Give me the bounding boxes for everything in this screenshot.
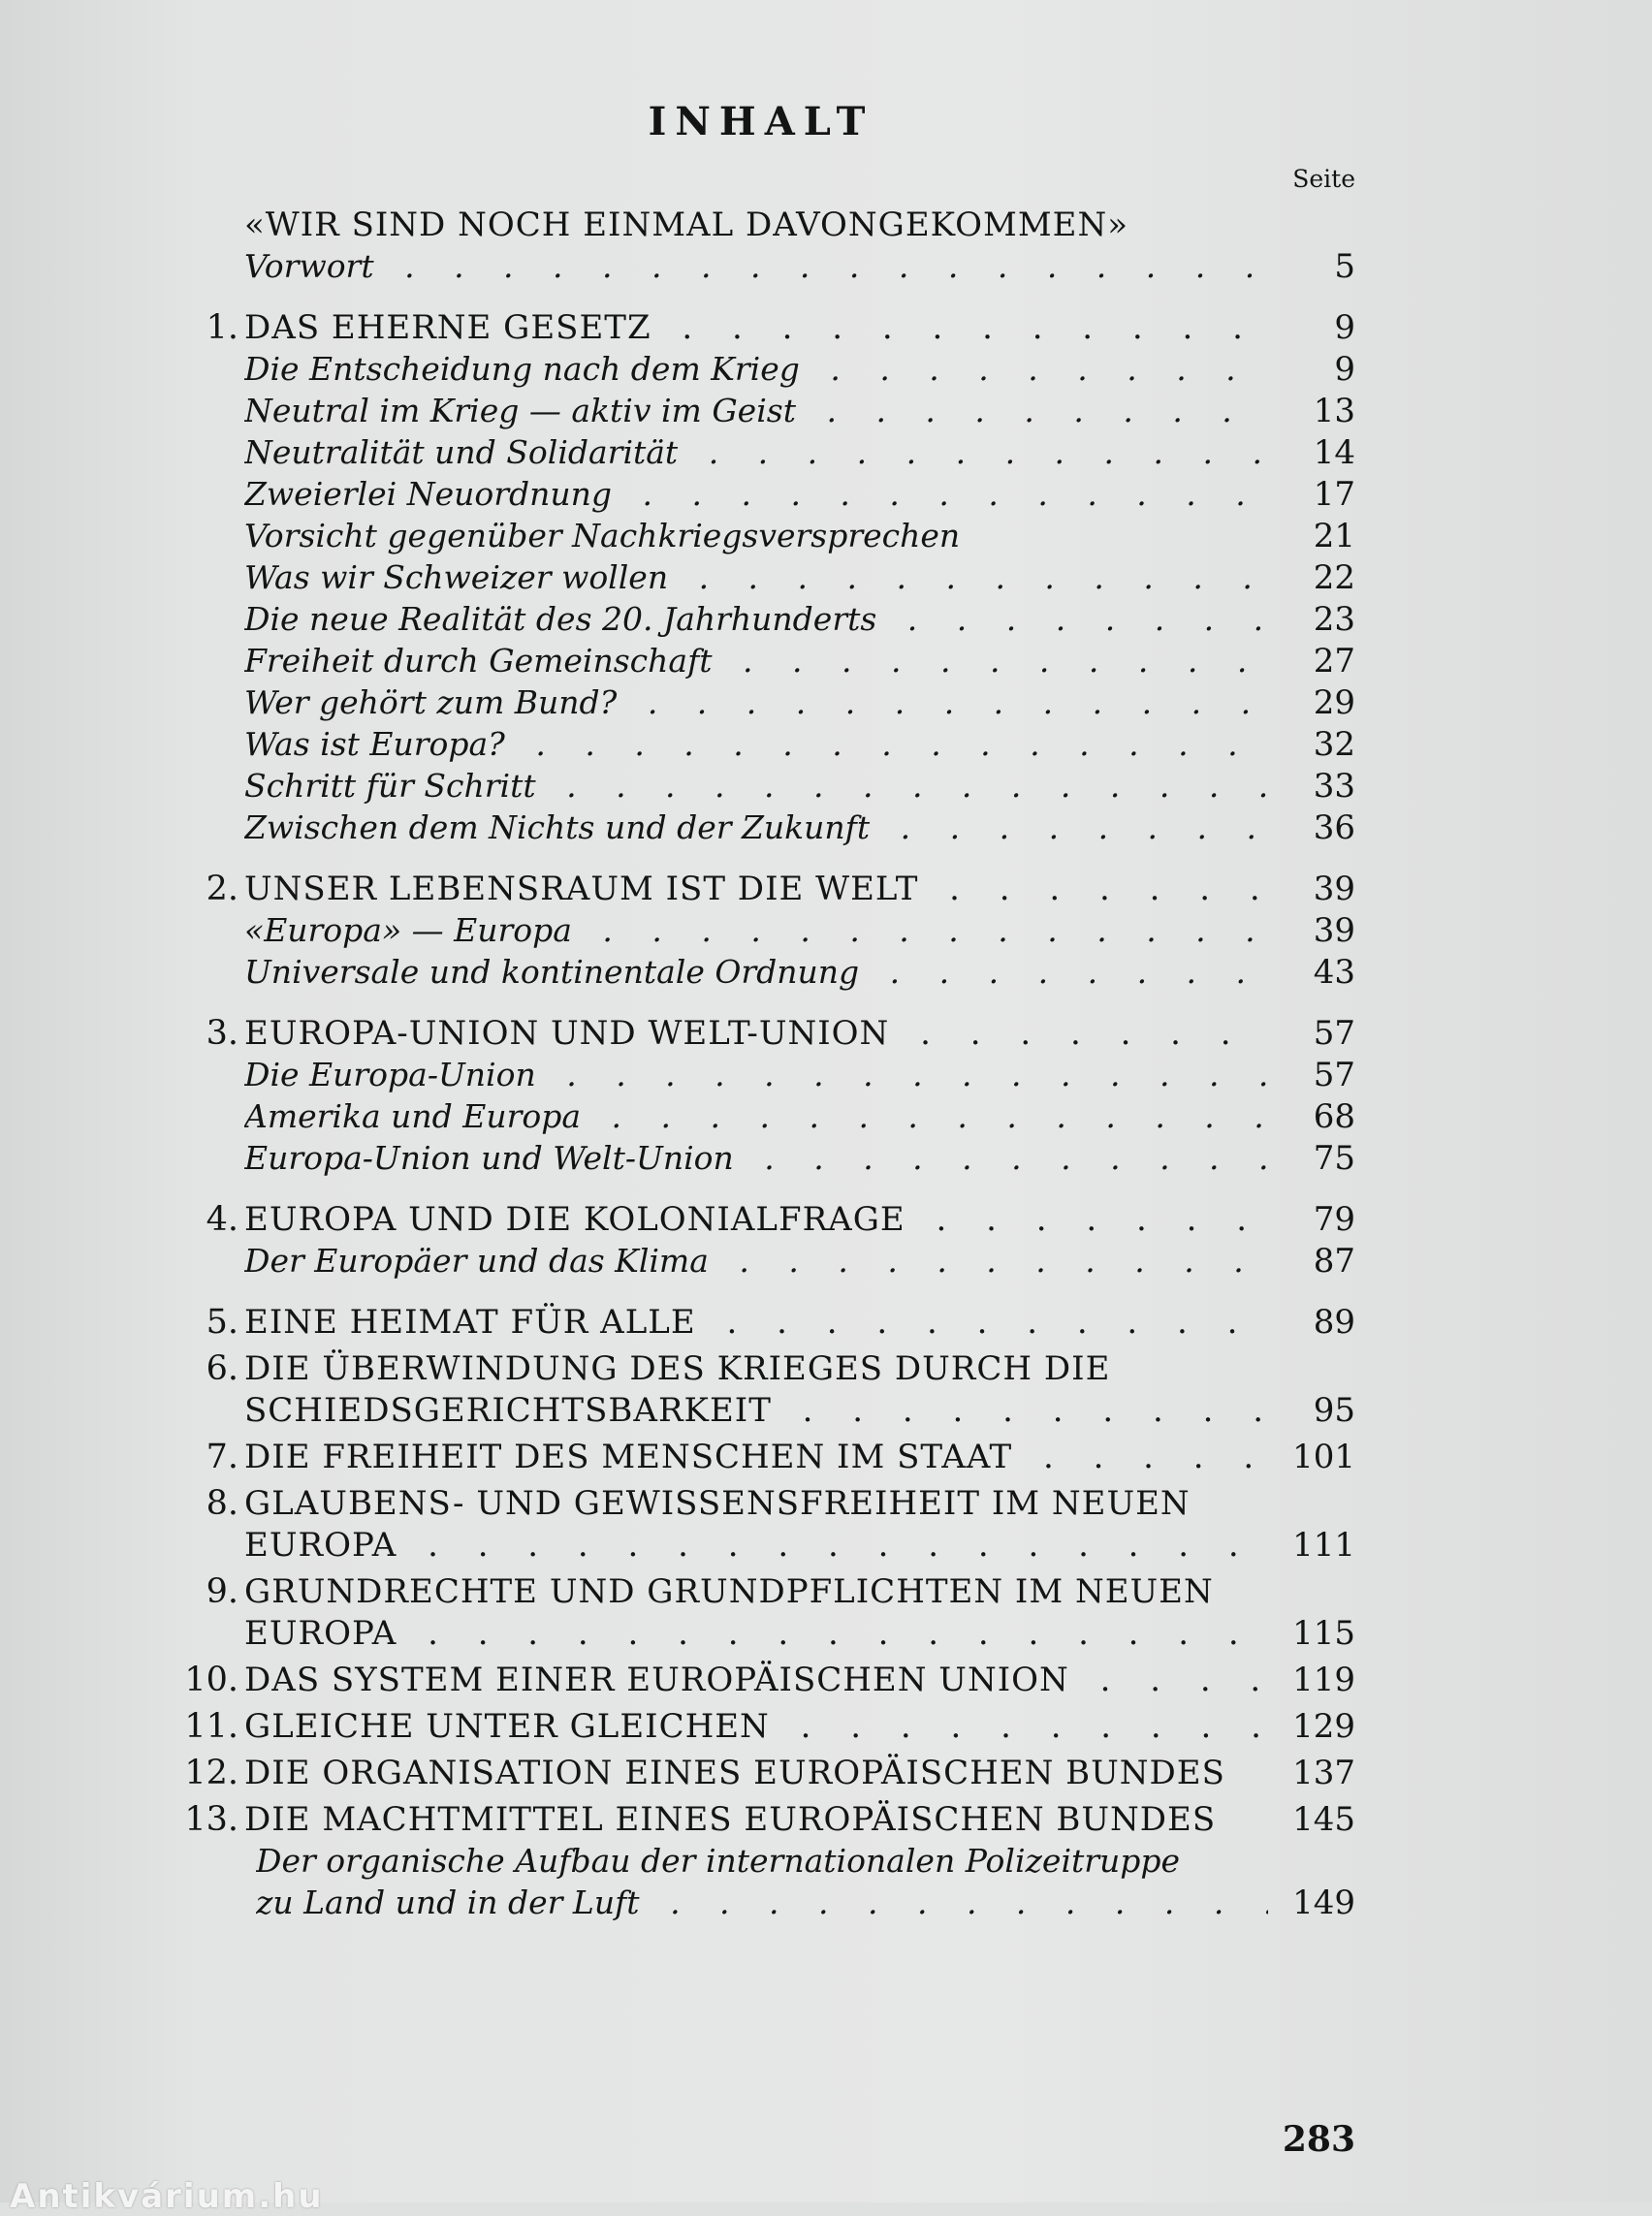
toc-entry-title: «Europa» — Europa — [244, 911, 572, 949]
toc-entry-title: SCHIEDSGERICHTSBARKEIT — [244, 1391, 772, 1430]
toc-entry-title: Was ist Europa? — [244, 725, 505, 763]
toc-chapter-number: 4. — [206, 1200, 238, 1239]
toc-chapter-line — [171, 1754, 1355, 1795]
toc-section-line — [171, 392, 1355, 433]
toc-chapter-number: 1. — [206, 308, 238, 347]
page-title: INHALT — [648, 99, 874, 144]
toc-chapter-line — [171, 1800, 1355, 1842]
toc-page-number: 22 — [1313, 558, 1355, 597]
toc-spacer — [171, 850, 1355, 870]
toc-page-number: 5 — [1334, 247, 1355, 286]
toc-section-line — [171, 517, 1355, 558]
toc-section-line — [171, 642, 1355, 683]
toc-section-line — [171, 1097, 1355, 1139]
toc-entry-title: Neutral im Krieg — aktiv im Geist — [244, 392, 796, 429]
toc-chapter-number: 3. — [206, 1014, 238, 1053]
toc-chapter-line — [171, 1391, 1355, 1433]
toc-section-line — [171, 1056, 1355, 1097]
toc-chapter-number: 12. — [184, 1754, 238, 1792]
toc-page-number: 101 — [1292, 1438, 1355, 1476]
toc-entry-title: DIE ÜBERWINDUNG DES KRIEGES DURCH DIE — [244, 1349, 1111, 1388]
toc-page-number: 145 — [1292, 1800, 1355, 1839]
toc-section-line — [171, 725, 1355, 767]
toc-section-line — [171, 808, 1355, 850]
toc-entry-title: Freiheit durch Gemeinschaft — [244, 642, 713, 680]
toc-entry-title: Wer gehört zum Bund? — [244, 683, 618, 721]
toc-entry-title: Die neue Realität des 20. Jahrhunderts — [244, 600, 877, 638]
toc-entry-title: Der organische Aufbau der internationalen Polizeitruppe — [256, 1842, 1181, 1880]
toc-page-number: 57 — [1313, 1014, 1355, 1053]
toc-page-number: 9 — [1334, 350, 1355, 389]
toc-entry-title: EUROPA — [244, 1614, 397, 1653]
toc-section-line — [171, 1842, 1355, 1884]
toc-entry-title: EUROPA UND DIE KOLONIALFRAGE — [244, 1200, 905, 1239]
toc-entry-title: DAS EHERNE GESETZ — [244, 308, 651, 347]
toc-page-number: 119 — [1292, 1661, 1355, 1699]
toc-page-number: 137 — [1292, 1754, 1355, 1792]
toc-page-number: 17 — [1313, 475, 1355, 514]
toc-page-number: 29 — [1313, 683, 1355, 722]
toc-entry-title: DIE ORGANISATION EINES EUROPÄISCHEN BUNDES — [244, 1754, 1225, 1792]
toc-section-line — [171, 1242, 1355, 1283]
toc-chapter-number: 10. — [184, 1661, 238, 1699]
toc-chapter-number: 13. — [184, 1800, 238, 1839]
toc-section-line — [171, 1884, 1355, 1925]
toc-chapter-line — [171, 1200, 1355, 1242]
toc-entry-title: Was wir Schweizer wollen — [244, 558, 669, 596]
toc-entry-title: EINE HEIMAT FÜR ALLE — [244, 1303, 696, 1342]
toc-page-number: 75 — [1313, 1139, 1355, 1178]
toc-chapter-line — [171, 308, 1355, 350]
toc-entry-title: Der Europäer und das Klima — [244, 1242, 709, 1280]
toc-section-line — [171, 558, 1355, 600]
toc-page-number: 39 — [1313, 870, 1355, 908]
toc-entry-title: DAS SYSTEM EINER EUROPÄISCHEN UNION — [244, 1661, 1069, 1699]
toc-page-number: 13 — [1313, 392, 1355, 430]
toc-chapter-line — [171, 1572, 1355, 1614]
toc-page-number: 68 — [1313, 1097, 1355, 1136]
toc-page-number: 129 — [1292, 1707, 1355, 1746]
toc-chapter-line — [171, 1526, 1355, 1567]
page-column-label: Seite — [1292, 165, 1355, 193]
toc-page-number: 43 — [1313, 953, 1355, 992]
toc-entry-title: DIE MACHTMITTEL EINES EUROPÄISCHEN BUNDES — [244, 1800, 1217, 1839]
toc-chapter-line — [171, 870, 1355, 911]
toc-chapter-number: 7. — [206, 1438, 238, 1476]
toc-page-number: 115 — [1292, 1614, 1355, 1653]
toc-entry-title: Zwischen dem Nichts und der Zukunft — [244, 808, 871, 846]
toc-page-number: 14 — [1313, 433, 1355, 472]
toc-section-line — [171, 433, 1355, 475]
toc-chapter-number: 8. — [206, 1484, 238, 1523]
toc-section-line — [171, 683, 1355, 725]
toc-spacer — [171, 995, 1355, 1014]
toc-page-number: 21 — [1313, 517, 1355, 555]
toc-chapter-line — [171, 1349, 1355, 1391]
toc-entry-title: UNSER LEBENSRAUM IST DIE WELT — [244, 870, 919, 908]
toc-chapter-number: 2. — [206, 870, 238, 908]
toc-entry-title: Europa-Union und Welt-Union — [244, 1139, 734, 1177]
toc-page-number: 39 — [1313, 911, 1355, 950]
toc-page-number: 9 — [1334, 308, 1355, 347]
toc-chapter-number: 11. — [184, 1707, 238, 1746]
toc-spacer — [171, 1181, 1355, 1200]
toc-section-line — [171, 911, 1355, 953]
toc-entry-title: zu Land und in der Luft — [256, 1884, 640, 1921]
page-number: 283 — [1282, 2119, 1355, 2160]
toc-spacer — [171, 1283, 1355, 1303]
toc-section-line — [171, 247, 1355, 289]
toc-entry-title: GRUNDRECHTE UND GRUNDPFLICHTEN IM NEUEN — [244, 1572, 1214, 1611]
toc-section-line — [171, 475, 1355, 517]
toc-entry-title: Neutralität und Solidarität — [244, 433, 679, 471]
toc-chapter-line — [171, 1614, 1355, 1656]
toc-page-number: 79 — [1313, 1200, 1355, 1239]
toc-section-line — [171, 350, 1355, 392]
toc-page-number: 95 — [1313, 1391, 1355, 1430]
toc-section-line — [171, 600, 1355, 642]
watermark: Antikvárium.hu — [10, 2177, 324, 2216]
toc-page-number: 111 — [1292, 1526, 1355, 1565]
toc-chapter-line — [171, 1484, 1355, 1526]
toc-page-number: 89 — [1313, 1303, 1355, 1342]
toc-chapter-line — [171, 1661, 1355, 1702]
toc-chapter-line — [171, 1014, 1355, 1056]
toc-page-number: 36 — [1313, 808, 1355, 847]
toc-page-number: 23 — [1313, 600, 1355, 639]
toc-chapter-number: 9. — [206, 1572, 238, 1611]
toc-chapter-line — [171, 1438, 1355, 1479]
toc-entry-title: Vorwort — [244, 247, 374, 285]
toc-entry-title: EUROPA-UNION UND WELT-UNION — [244, 1014, 890, 1053]
toc-entry-title: DIE FREIHEIT DES MENSCHEN IM STAAT — [244, 1438, 1013, 1476]
toc-entry-title: Amerika und Europa — [244, 1097, 582, 1135]
toc-entry-title: Zweierlei Neuordnung — [244, 475, 613, 513]
toc-entry-title: Universale und kontinentale Ordnung — [244, 953, 860, 991]
toc-page-number: 87 — [1313, 1242, 1355, 1281]
toc-chapter-number: 5. — [206, 1303, 238, 1342]
toc-entry-title: GLEICHE UNTER GLEICHEN — [244, 1707, 770, 1746]
table-of-contents — [171, 206, 1355, 1925]
toc-entry-title: GLAUBENS- UND GEWISSENSFREIHEIT IM NEUEN — [244, 1484, 1191, 1523]
toc-page-number: 32 — [1313, 725, 1355, 764]
toc-entry-title: Vorsicht gegenüber Nachkriegsversprechen — [244, 517, 961, 554]
toc-page-number: 149 — [1292, 1884, 1355, 1922]
toc-entry-title: EUROPA — [244, 1526, 397, 1565]
toc-page-number: 57 — [1313, 1056, 1355, 1094]
toc-entry-title: Die Europa-Union — [244, 1056, 536, 1093]
toc-entry-title: «WIR SIND NOCH EINMAL DAVONGEKOMMEN» — [244, 206, 1129, 244]
toc-page-number: 27 — [1313, 642, 1355, 681]
toc-chapter-number: 6. — [206, 1349, 238, 1388]
toc-entry-title: Schritt für Schritt — [244, 767, 536, 805]
toc-page-number: 33 — [1313, 767, 1355, 806]
toc-section-line — [171, 1139, 1355, 1181]
toc-chapter-line — [171, 206, 1355, 247]
toc-chapter-line — [171, 1707, 1355, 1749]
toc-section-line — [171, 953, 1355, 995]
toc-spacer — [171, 289, 1355, 308]
toc-section-line — [171, 767, 1355, 808]
toc-chapter-line — [171, 1303, 1355, 1345]
toc-entry-title: Die Entscheidung nach dem Krieg — [244, 350, 800, 388]
